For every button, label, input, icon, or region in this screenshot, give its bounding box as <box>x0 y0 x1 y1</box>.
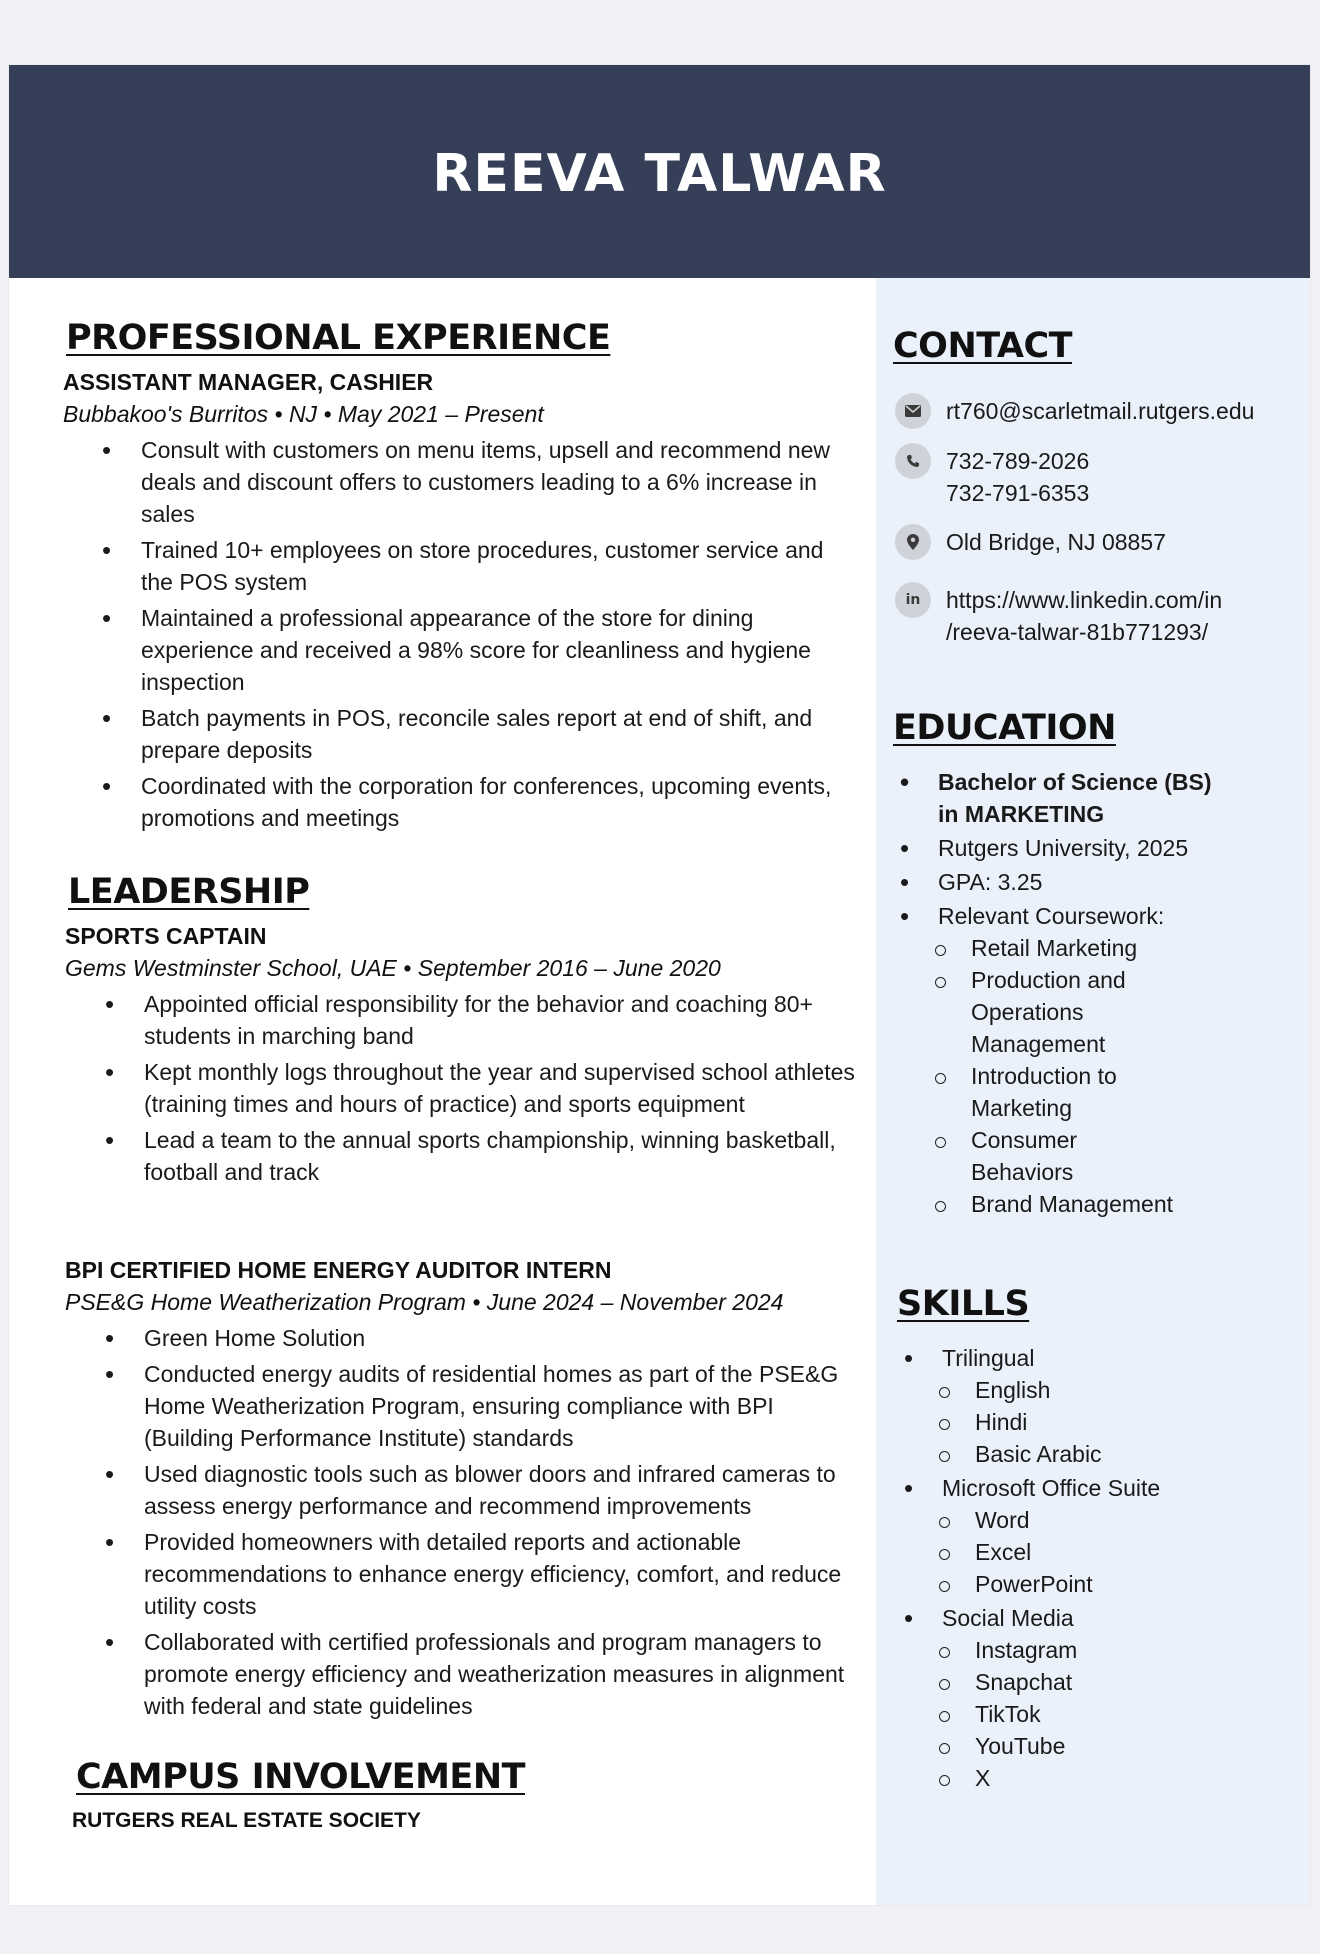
linkedin-url-part1[interactable]: https://www.linkedin.com/in <box>946 587 1223 613</box>
skill-group <box>897 1342 1303 1470</box>
list-item: • Provided homeowners with detailed reports and actionable recommendations to enhance energy efficiency, comfort, and reduce utility costs <box>105 1526 863 1622</box>
envelope-icon <box>895 393 931 429</box>
list-item: Instagram <box>897 1634 1303 1666</box>
list-item: Snapchat <box>897 1666 1303 1698</box>
list-item: Basic Arabic <box>897 1438 1303 1470</box>
list-item: YouTube <box>897 1730 1303 1762</box>
phone-number-secondary[interactable]: 732-791-6353 <box>946 480 1090 506</box>
email-link[interactable]: rt760@scarletmail.rutgers.edu <box>946 398 1255 424</box>
degree-line-1: Bachelor of Science (BS) <box>938 769 1212 795</box>
list-item: Consumer Behaviors <box>893 1124 1303 1188</box>
degree <box>893 766 1303 830</box>
linkedin-icon-label: in <box>905 592 921 608</box>
candidate-name: REEVA TALWAR <box>432 143 887 204</box>
list-item: Introduction to Marketing <box>893 1060 1303 1124</box>
list-item: • Maintained a professional appearance of the store for dining experience and received a 98% score for cleanliness and hygiene inspection <box>102 602 857 698</box>
contact-phone <box>895 443 1089 509</box>
phone-number-primary[interactable]: 732-789-2026 <box>946 448 1090 474</box>
list-item: • Lead a team to the annual sports championship, winning basketball, football and track <box>105 1124 857 1188</box>
location-text: Old Bridge, NJ 08857 <box>946 529 1166 555</box>
job-bullets <box>102 434 857 838</box>
phone-icon <box>895 443 931 479</box>
skills-list <box>897 1342 1303 1796</box>
list-item: PowerPoint <box>897 1568 1303 1600</box>
list-item: Excel <box>897 1536 1303 1568</box>
list-item: English <box>897 1374 1303 1406</box>
job-bullets <box>105 1322 863 1726</box>
skill-group-label: Trilingual <box>942 1345 1035 1371</box>
school: • Rutgers University, 2025 <box>893 832 1303 864</box>
list-item: • Batch payments in POS, reconcile sales report at end of shift, and prepare deposits <box>102 702 857 766</box>
location-pin-icon <box>895 524 931 560</box>
job-title: SPORTS CAPTAIN <box>65 923 267 949</box>
list-item: • Coordinated with the corporation for conferences, upcoming events, promotions and meetings <box>102 770 857 834</box>
list-item: Word <box>897 1504 1303 1536</box>
list-item: • Consult with customers on menu items, upsell and recommend new deals and discount offers to customers leading to a 6% increase in sales <box>102 434 857 530</box>
coursework <box>893 900 1303 1220</box>
contact-location <box>895 524 1166 560</box>
list-item: • Kept monthly logs throughout the year and supervised school athletes (training times and hours of practice) and sports equipment <box>105 1056 857 1120</box>
coursework-label: Relevant Coursework: <box>938 903 1165 929</box>
list-item: • Conducted energy audits of residential homes as part of the PSE&G Home Weatherization Program, ensuring compliance with BPI (Building Performance Institute) standards <box>105 1358 863 1454</box>
education-list <box>893 766 1303 1222</box>
list-item: • Trained 10+ employees on store procedures, customer service and the POS system <box>102 534 857 598</box>
list-item: • Appointed official responsibility for the behavior and coaching 80+ students in marching band <box>105 988 857 1052</box>
skill-group-label: Social Media <box>942 1605 1074 1631</box>
gpa: • GPA: 3.25 <box>893 866 1303 898</box>
job-subtitle: PSE&G Home Weatherization Program • June 2024 – November 2024 <box>65 1289 784 1315</box>
job-bullets <box>105 988 857 1192</box>
degree-line-2: in MARKETING <box>938 801 1105 827</box>
list-item: • Green Home Solution <box>105 1322 863 1354</box>
skill-group-label: Microsoft Office Suite <box>942 1475 1161 1501</box>
list-item: Production and Operations Management <box>893 964 1303 1060</box>
skill-items <box>897 1374 1303 1470</box>
job-subtitle: Gems Westminster School, UAE • September 2016 – June 2020 <box>65 955 721 981</box>
course-list <box>893 932 1303 1220</box>
skill-items <box>897 1504 1303 1600</box>
linkedin-icon <box>895 582 931 618</box>
list-item: • Collaborated with certified professionals and program managers to promote energy efficiency and weatherization measures in alignment with federal and state guidelines <box>105 1626 863 1722</box>
section-title-leadership: LEADERSHIP <box>68 872 310 912</box>
section-title-education: EDUCATION <box>893 708 1116 748</box>
contact-linkedin <box>895 582 1222 648</box>
skill-group <box>897 1472 1303 1600</box>
list-item: TikTok <box>897 1698 1303 1730</box>
resume-header <box>9 65 1310 278</box>
contact-email <box>895 393 1254 429</box>
job-title: ASSISTANT MANAGER, CASHIER <box>63 369 434 395</box>
list-item: Hindi <box>897 1406 1303 1438</box>
campus-org: RUTGERS REAL ESTATE SOCIETY <box>72 1809 421 1832</box>
list-item: Retail Marketing <box>893 932 1303 964</box>
skill-group <box>897 1602 1303 1794</box>
list-item: • Used diagnostic tools such as blower doors and infrared cameras to assess energy performance and recommend improvements <box>105 1458 863 1522</box>
section-title-skills: SKILLS <box>897 1284 1030 1324</box>
linkedin-link[interactable] <box>946 582 1222 648</box>
list-item: Brand Management <box>893 1188 1303 1220</box>
list-item: X <box>897 1762 1303 1794</box>
section-title-campus: CAMPUS INVOLVEMENT <box>76 1757 525 1797</box>
linkedin-url-part2[interactable]: /reeva-talwar-81b771293/ <box>946 619 1209 645</box>
section-title-experience: PROFESSIONAL EXPERIENCE <box>66 318 611 358</box>
skill-items <box>897 1634 1303 1794</box>
job-title: BPI CERTIFIED HOME ENERGY AUDITOR INTERN <box>65 1257 612 1283</box>
section-title-contact: CONTACT <box>893 326 1073 366</box>
job-subtitle: Bubbakoo's Burritos • NJ • May 2021 – Present <box>63 401 544 427</box>
